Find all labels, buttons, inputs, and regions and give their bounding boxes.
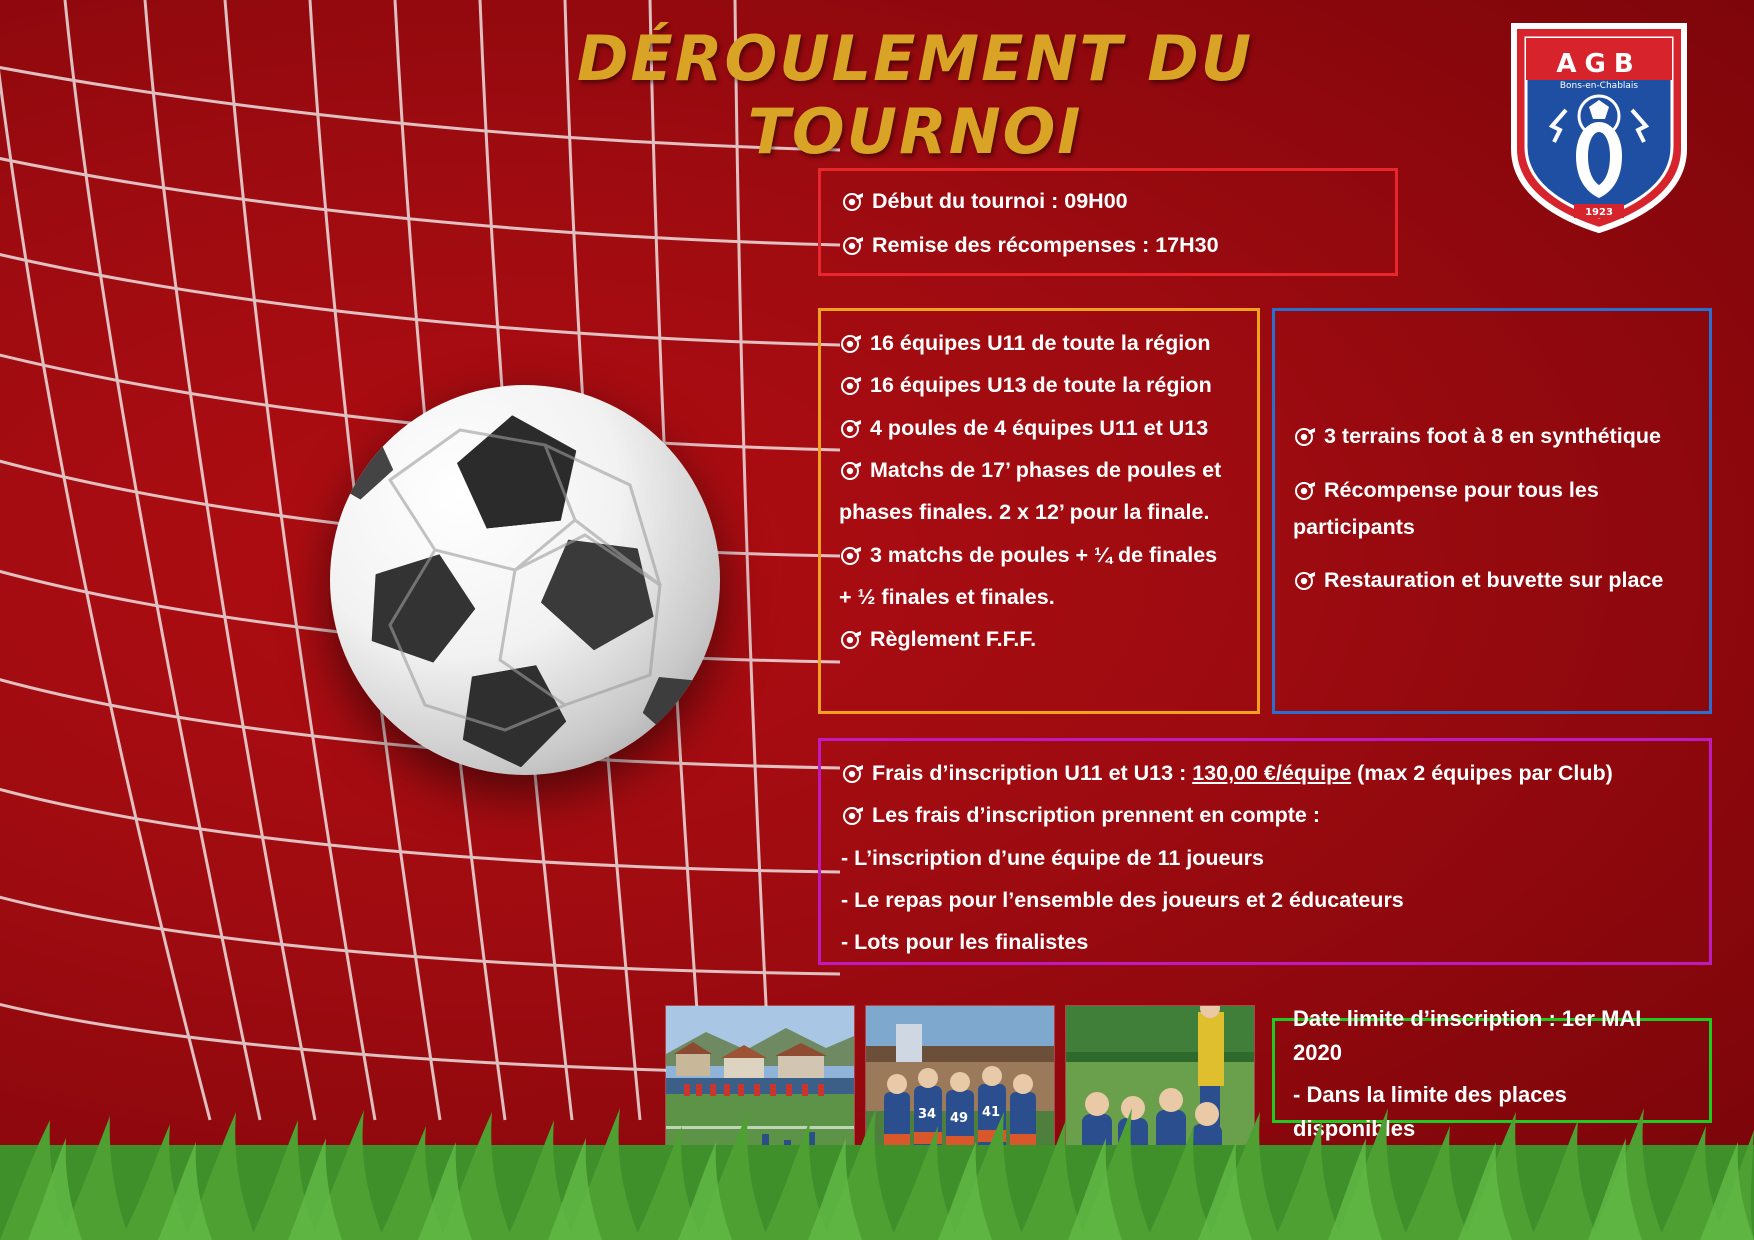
format-item-label: 16 équipes U13 de toute la région <box>870 373 1212 398</box>
svg-text:AGB: AGB <box>1556 49 1642 79</box>
fees-prefix: Frais d’inscription U11 et U13 : <box>872 761 1193 785</box>
facilities-item <box>1293 564 1693 597</box>
svg-text:34: 34 <box>918 1107 937 1122</box>
page-title: DÉROULEMENT DU TOURNOI <box>576 22 1254 168</box>
facilities-item <box>1293 420 1693 453</box>
facilities-item-label: 3 terrains foot à 8 en synthétique <box>1324 424 1661 449</box>
schedule-item-label: Début du tournoi : 09H00 <box>872 189 1128 213</box>
format-item-continuation: phases finales. 2 x 12’ pour la finale. <box>839 500 1210 525</box>
format-item-label: 16 équipes U11 de toute la région <box>870 331 1211 355</box>
whistle-icon <box>839 458 863 482</box>
format-item <box>839 412 1241 445</box>
format-item <box>839 454 1241 487</box>
whistle-icon <box>841 761 865 785</box>
facilities-item-label: Restauration et buvette sur place <box>1324 568 1664 593</box>
soccer-ball-icon <box>330 385 720 775</box>
schedule-item-label: Remise des récompenses : 17H30 <box>872 233 1219 258</box>
schedule-item <box>841 229 1377 262</box>
fees-amount: 130,00 €/équipe <box>1192 761 1352 785</box>
format-item <box>839 369 1241 402</box>
whistle-icon <box>839 373 863 397</box>
format-item-label: Règlement F.F.F. <box>870 627 1037 652</box>
club-logo <box>1504 14 1694 239</box>
fees-include-label: Les frais d’inscription prennent en compte : <box>872 803 1320 828</box>
whistle-icon <box>841 803 865 827</box>
schedule-item <box>841 185 1377 218</box>
svg-text:41: 41 <box>982 1105 1001 1120</box>
format-box <box>818 308 1260 714</box>
whistle-icon <box>841 189 865 213</box>
whistle-icon <box>839 543 863 567</box>
svg-text:Bons-en-Chablais: Bons-en-Chablais <box>1559 81 1639 91</box>
whistle-icon <box>841 233 865 257</box>
format-item <box>839 539 1241 572</box>
facilities-item <box>1293 474 1693 507</box>
svg-text:49: 49 <box>950 1111 969 1126</box>
format-item-label: Matchs de 17’ phases de poules et <box>870 457 1222 482</box>
whistle-icon <box>839 627 863 651</box>
fees-detail: - L’inscription d’une équipe de 11 joueurs <box>841 845 1264 870</box>
format-item-label: 4 poules de 4 équipes U11 et U13 <box>870 415 1209 440</box>
whistle-icon <box>839 331 863 355</box>
format-item <box>839 623 1241 656</box>
fees-include-line <box>841 799 1691 832</box>
deadline-item: - Dans la limite des places disponibles <box>1293 1081 1567 1141</box>
facilities-box <box>1272 308 1712 714</box>
whistle-icon <box>1293 478 1317 502</box>
fees-suffix: (max 2 équipes par Club) <box>1351 761 1613 785</box>
fees-box <box>818 738 1712 965</box>
fees-main-line <box>841 757 1691 790</box>
format-item-label: 3 matchs de poules + ¼ de finales <box>870 542 1218 567</box>
whistle-icon <box>839 416 863 440</box>
schedule-box <box>818 168 1398 276</box>
facilities-item-label: Récompense pour tous les <box>1324 477 1599 502</box>
format-item <box>839 327 1241 360</box>
format-item-continuation: + ½ finales et finales. <box>839 584 1055 609</box>
fees-detail: - Le repas pour l’ensemble des joueurs et 2 éducateurs <box>841 887 1404 912</box>
fees-detail: - Lots pour les finalistes <box>841 930 1089 955</box>
facilities-item-continuation: participants <box>1293 515 1415 539</box>
whistle-icon <box>1293 424 1317 448</box>
grass-icon <box>0 1050 1754 1240</box>
whistle-icon <box>1293 568 1317 592</box>
svg-text:1923: 1923 <box>1585 207 1613 218</box>
deadline-item: Date limite d’inscription : 1er MAI 2020 <box>1293 1006 1642 1066</box>
